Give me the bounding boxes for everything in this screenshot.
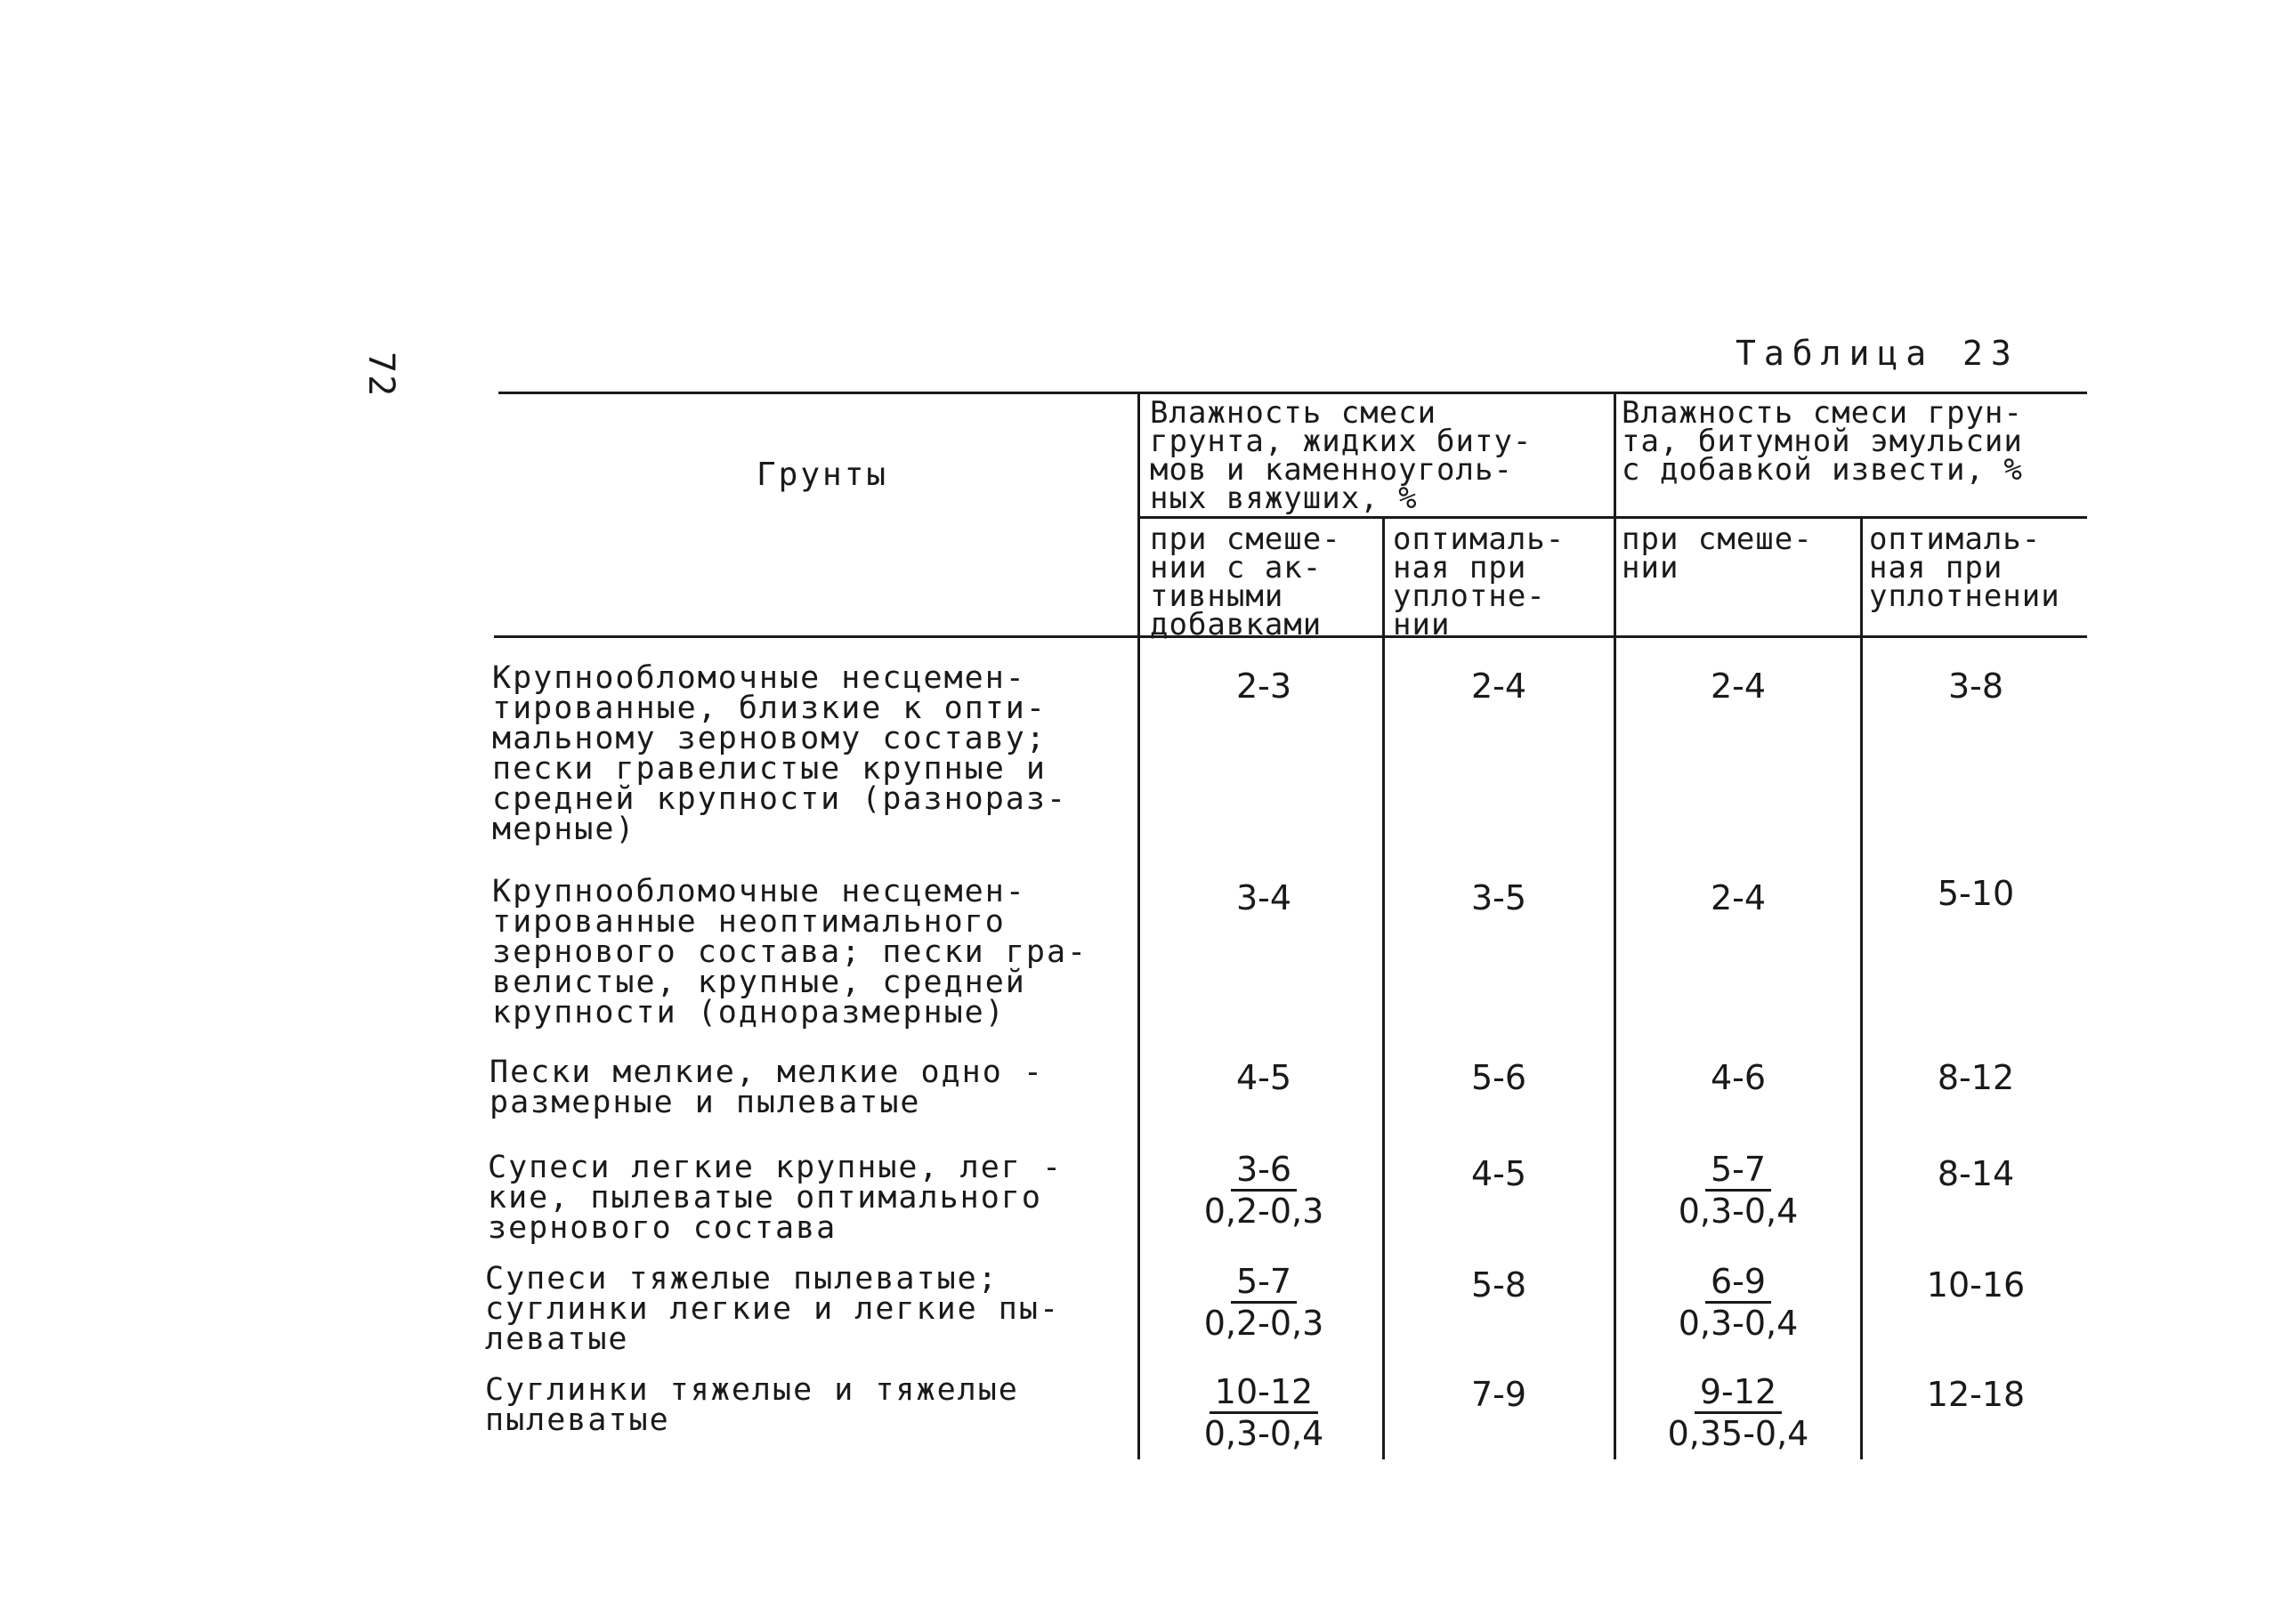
row-1-c3: 2-4 (1710, 667, 1767, 706)
fraction-denominator: 0,2-0,3 (1203, 1304, 1324, 1343)
row-6-c1-fraction (1148, 1372, 1380, 1451)
header-g2-mixing: при смеше- нии (1622, 521, 1813, 586)
header-g1-optimal: оптималь- ная при уплотне- нии (1393, 521, 1566, 642)
row-5-c1-fraction (1148, 1262, 1380, 1341)
header-soils: Грунты (757, 456, 889, 493)
row-5-soil: Супеси тяжелые пылеватые; суглинки легкие и легкие пы- леватые (485, 1261, 1061, 1357)
column-divider-g1 (1382, 516, 1385, 1459)
row-3-c3: 4-6 (1710, 1058, 1767, 1097)
row-3-c1: 4-5 (1235, 1058, 1292, 1097)
table-top-rule (498, 392, 2087, 394)
column-divider-soils (1137, 392, 1140, 1459)
fraction-numerator: 9-12 (1695, 1374, 1782, 1414)
fraction-numerator: 6-9 (1705, 1264, 1771, 1304)
fraction-denominator: 0,3-0,4 (1203, 1414, 1324, 1453)
header-group2: Влажность смеси грун- та, битумной эмульсии с добавкой извести, % (1622, 395, 2023, 488)
fraction-denominator: 0,2-0,3 (1203, 1192, 1324, 1231)
fraction-denominator: 0,35-0,4 (1667, 1414, 1809, 1453)
fraction-numerator: 5-7 (1705, 1151, 1771, 1192)
fraction-denominator: 0,3-0,4 (1678, 1192, 1799, 1231)
table-caption: Таблица 23 (1736, 334, 2019, 373)
row-2-soil: Крупнообломочные несцемен- тированные неоптимального зернового состава; пески гра- велистые, крупные, средней крупности (одноразмерные) (492, 874, 1088, 1030)
fraction-numerator: 10-12 (1210, 1374, 1318, 1414)
row-2-c2: 3-5 (1470, 878, 1527, 917)
row-1-c1: 2-3 (1235, 667, 1292, 706)
column-divider-groups (1614, 392, 1616, 1459)
row-4-c2: 4-5 (1470, 1154, 1527, 1193)
row-4-c4: 8-14 (1937, 1154, 2015, 1193)
row-6-c2: 7-9 (1470, 1375, 1527, 1414)
row-1-c2: 2-4 (1470, 667, 1527, 706)
row-4-c3-fraction (1618, 1150, 1858, 1229)
header-g2-optimal: оптималь- ная при уплотнении (1869, 521, 2060, 614)
row-5-c3-fraction (1618, 1262, 1858, 1341)
row-4-soil: Супеси легкие крупные, лег - кие, пылеватые оптимального зернового состава (488, 1150, 1064, 1246)
row-2-c1: 3-4 (1235, 878, 1292, 917)
row-4-c1-fraction (1148, 1150, 1380, 1229)
header-group1: Влажность смеси грунта, жидких биту- мов и каменноуголь- ных вяжуших, % (1150, 395, 1533, 516)
row-5-c4: 10-16 (1926, 1265, 2026, 1305)
fraction-numerator: 5-7 (1231, 1264, 1297, 1304)
row-6-soil: Суглинки тяжелые и тяжелые пылеватые (485, 1372, 1019, 1438)
row-2-c4: 5-10 (1937, 874, 2015, 913)
column-divider-g2 (1860, 516, 1863, 1459)
fraction-denominator: 0,3-0,4 (1678, 1304, 1799, 1343)
page-number: 72 (360, 351, 401, 399)
row-3-c4: 8-12 (1937, 1058, 2015, 1097)
row-1-c4: 3-8 (1947, 667, 2004, 706)
row-3-soil: Пески мелкие, мелкие одно - размерные и пылеватые (490, 1054, 1044, 1120)
fraction-numerator: 3-6 (1231, 1151, 1297, 1192)
row-2-c3: 2-4 (1710, 878, 1767, 917)
row-6-c3-fraction (1618, 1372, 1858, 1451)
row-5-c2: 5-8 (1470, 1265, 1527, 1305)
row-6-c4: 12-18 (1926, 1375, 2026, 1414)
row-1-soil: Крупнообломочные несцемен- тированные, близкие к опти- мальному зерновому составу; пески гравелистые крупные и средней крупности (разнораз- мерные) (492, 660, 1068, 847)
header-g1-mixing: при смеше- нии с ак- тивными добавками (1150, 521, 1341, 642)
row-3-c2: 5-6 (1470, 1058, 1527, 1097)
